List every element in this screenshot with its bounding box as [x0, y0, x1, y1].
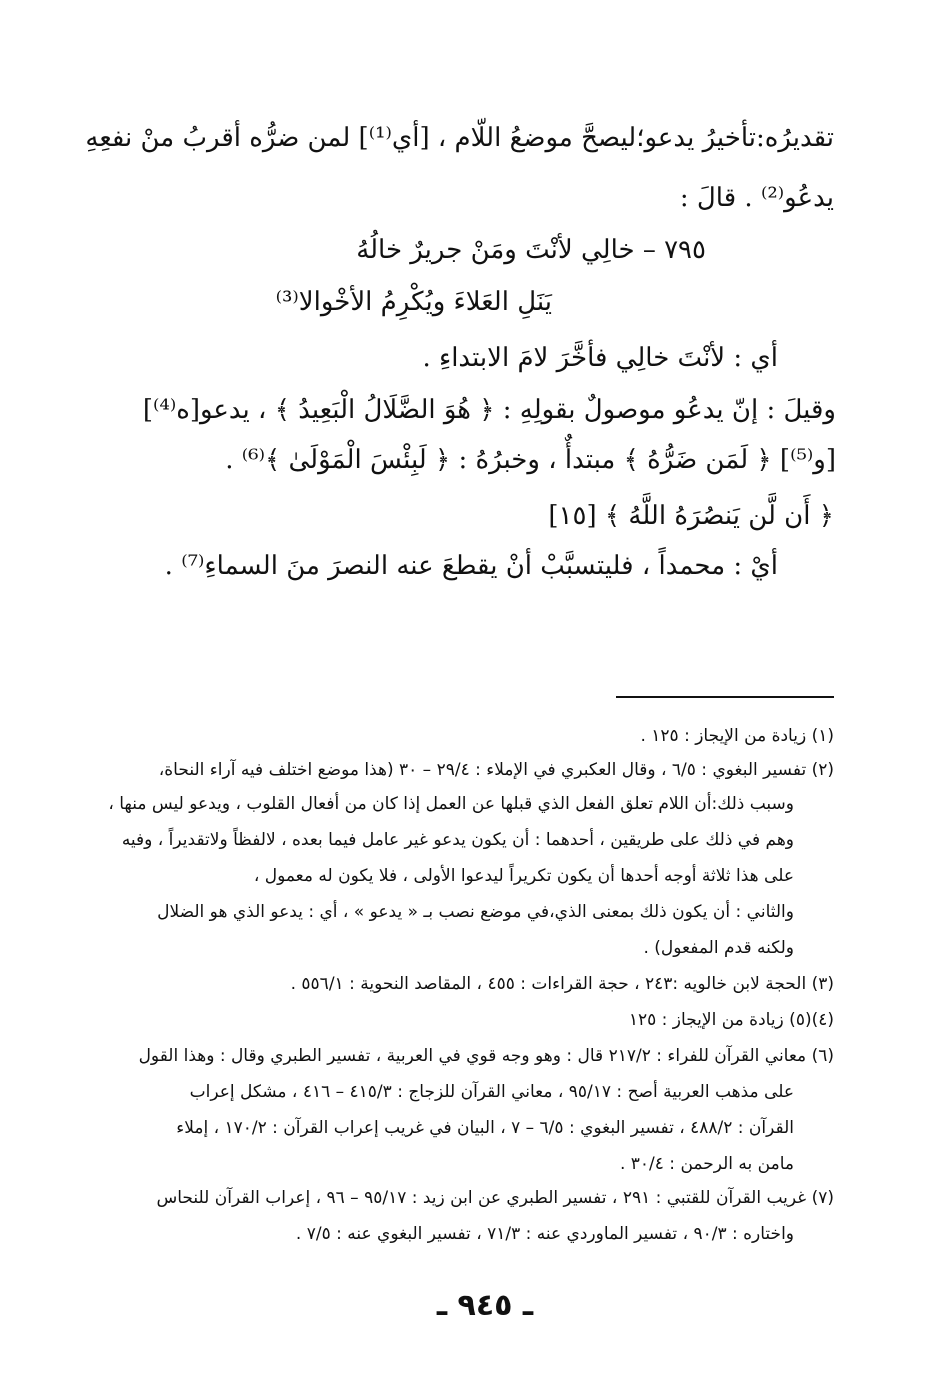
- verse-line-1: ٧٩٥ – خالِي لأنْتَ ومَنْ جريرٌ خالُهُ: [356, 235, 706, 265]
- footnote-6-line-1: (٦) معاني القرآن للفراء : ٢١٧/٢ قال : وهو وجه قوي في العربية ، تفسير الطبري وقال : وهذا القول: [138, 1046, 834, 1066]
- footnote-6-line-3: القرآن : ٤٨٨/٢ ، تفسير البغوي : ٦/٥ – ٧ ، البيان في غريب إعراب القرآن : ١٧٠/٢ ، إملاء: [176, 1118, 794, 1138]
- footnote-7-line-1: (٧) غريب القرآن للقتبي : ٢٩١ ، تفسير الطبري عن ابن زيد : ٩٥/١٧ – ٩٦ ، إعراب القرآن للنحاس: [156, 1188, 834, 1208]
- footnote-2-line-5: والثاني : أن يكون ذلك بمعنى الذي،في موضع نصب بـ « يدعو » ، أي : يدعو الذي هو الضلال: [157, 902, 794, 922]
- footnote-separator: [616, 696, 834, 698]
- main-text-line-6: أيْ : محمداً ، فليتسبَّبْ أنْ يقطعَ عنه النصرَ منَ السماءِ⁽⁷⁾ .: [164, 551, 778, 581]
- main-text-line-1: تقديرُه:تأخيرُ يدعو؛ليصحَّ موضعُ اللّام ، [أي⁽¹⁾] لمن ضرُّه أقربُ منْ نفعِهِ: [85, 123, 834, 153]
- quran-verse-line: ﴿ أَن لَّن يَنصُرَهُ اللَّهُ ﴾ [١٥]: [548, 501, 834, 531]
- verse-line-2: يَنَلِ العَلاءَ ويُكْرِمُ الأخْوالا⁽³⁾: [275, 287, 552, 317]
- main-text-line-2: يدعُو⁽²⁾ . قالَ :: [679, 183, 834, 213]
- footnote-1: (١) زيادة من الإيجاز : ١٢٥ .: [640, 726, 834, 746]
- footnote-2-line-6: ولكنه قدم المفعول) .: [643, 938, 794, 958]
- footnote-4-5: (٤)(٥) زيادة من الإيجاز : ١٢٥: [628, 1010, 834, 1030]
- footnote-2-line-4: على هذا ثلاثة أوجه أحدها أن يكون تكريراً ليدعوا الأولى ، فلا يكون له معمول ،: [253, 866, 794, 886]
- footnote-7-line-2: واختاره : ٩٠/٣ ، تفسير الماوردي عنه : ٧١/٣ ، تفسير البغوي عنه : ٧/٥ .: [295, 1224, 794, 1244]
- footnote-2-line-3: وهم في ذلك على طريقين ، أحدهما : أن يكون يدعو غير عامل فيما بعده ، لالفظاً ولاتقديراً ، وفيه: [121, 830, 794, 850]
- footnote-2-line-1: (٢) تفسير البغوي : ٦/٥ ، وقال العكبري في الإملاء : ٢٩/٤ – ٣٠ (هذا موضع اختلف فيه آراء النحاة،: [158, 760, 834, 780]
- main-text-line-3: أي : لأنْتَ خالِي فأخَّرَ لامَ الابتداءِ .: [422, 343, 778, 373]
- page-number: ـ ٩٤٥ ـ: [436, 1288, 534, 1323]
- footnote-2-line-2: وسبب ذلك:أن اللام تعلق الفعل الذي قبلها عن العمل إذا كان من أفعال القلوب ، ويدعو ليس منها ،: [108, 794, 794, 814]
- main-text-line-4: وقيلَ : إنّ يدعُو موصولٌ بقولِهِ : ﴿ هُوَ الضَّلَالُ الْبَعِيدُ ﴾ ، يدعو[ه⁽⁴⁾]: [142, 395, 836, 425]
- footnote-6-line-4: مامن به الرحمن : ٣٠/٤ .: [619, 1154, 794, 1174]
- footnote-3: (٣) الحجة لابن خالويه :٢٤٣ ، حجة القراءات : ٤٥٥ ، المقاصد النحوية : ٥٥٦/١ .: [290, 974, 834, 994]
- main-text-line-5: [و⁽⁵⁾] ﴿ لَمَن ضَرُّهُ ﴾ مبتدأٌ ، وخبرُهُ : ﴿ لَبِئْسَ الْمَوْلَىٰ ﴾⁽⁶⁾ .: [225, 445, 836, 475]
- footnote-6-line-2: على مذهب العربية أصح : ٩٥/١٧ ، معاني القرآن للزجاج : ٤١٥/٣ – ٤١٦ ، مشكل إعراب: [189, 1082, 794, 1102]
